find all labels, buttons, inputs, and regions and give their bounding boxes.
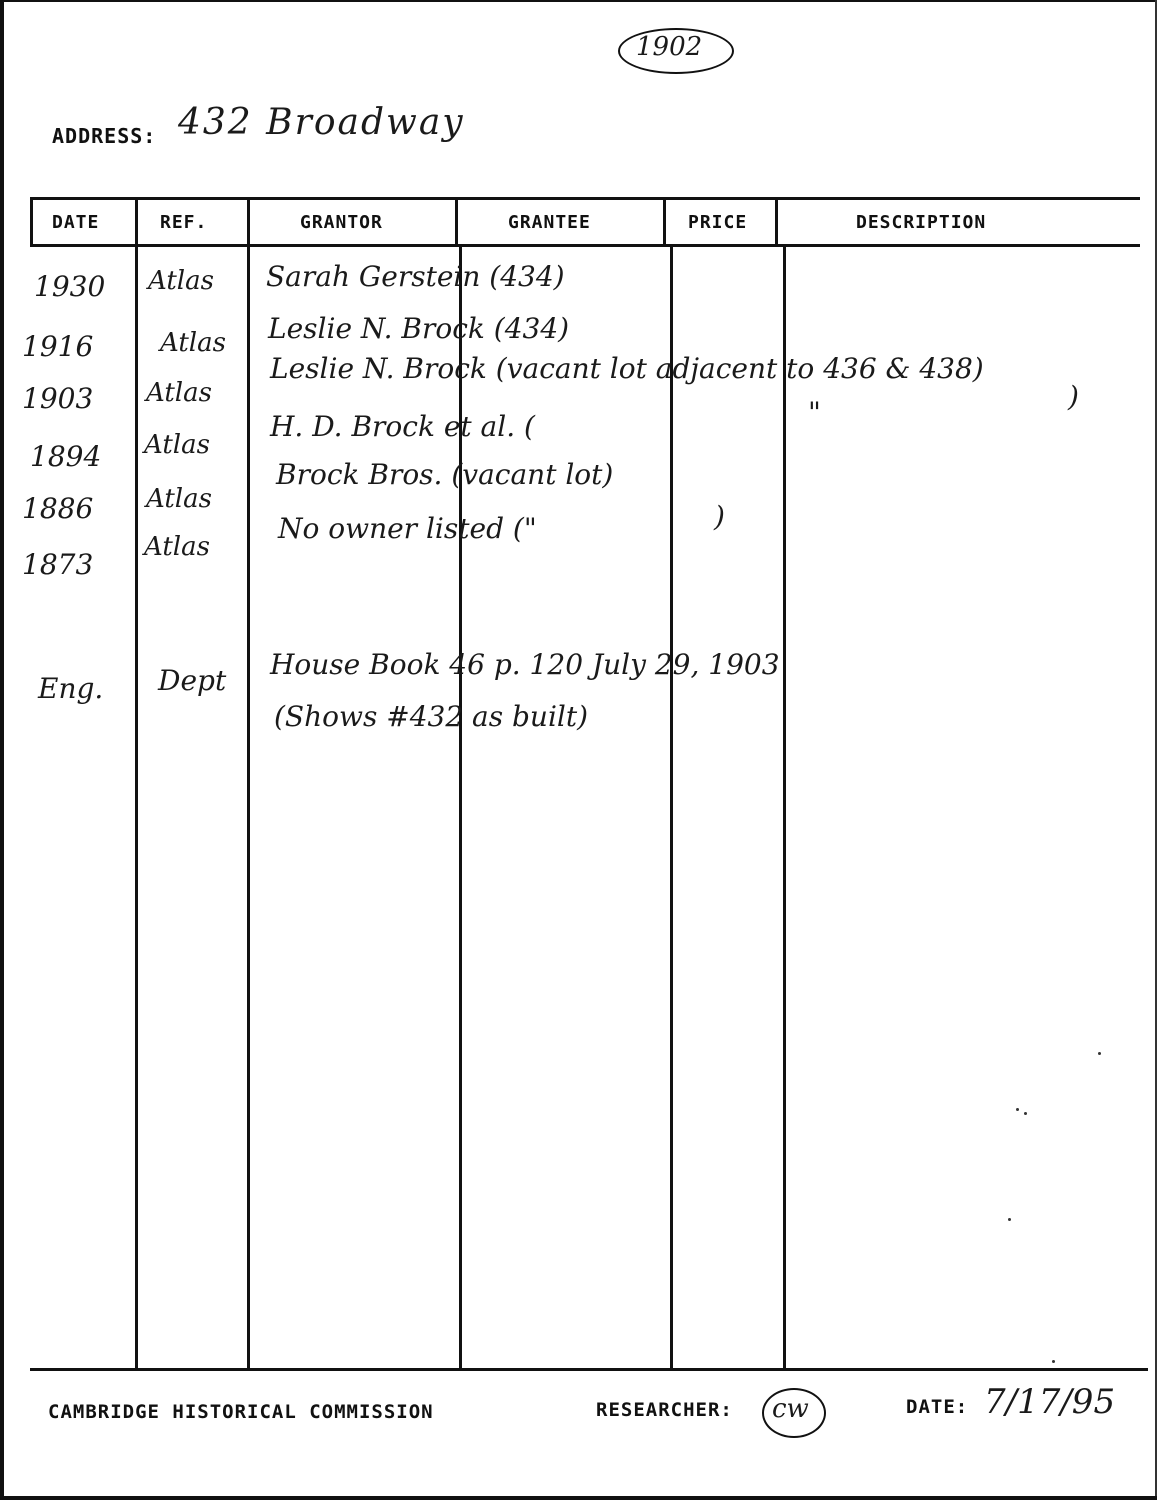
address-label: ADDRESS: <box>52 124 157 148</box>
footer-researcher-label: RESEARCHER: <box>596 1399 733 1421</box>
scan-speck <box>1024 1112 1027 1115</box>
entry-close: ) <box>714 500 725 533</box>
entry-date: 1873 <box>22 548 94 581</box>
scan-speck <box>1008 1218 1011 1221</box>
eng-entry-date: Eng. <box>38 672 104 705</box>
footer-date-label: DATE: <box>906 1396 969 1418</box>
entry-date: 1894 <box>30 440 102 473</box>
entry-ref: Atlas <box>146 484 212 514</box>
entry-date: 1930 <box>34 270 106 303</box>
scan-border-left <box>0 0 4 1500</box>
entry-ditto: " <box>808 396 821 429</box>
entry-close: ) <box>1068 380 1079 413</box>
col-header-price: PRICE <box>688 212 748 233</box>
footer-organization: CAMBRIDGE HISTORICAL COMMISSION <box>48 1401 434 1423</box>
entry-text: Brock Bros. (vacant lot) <box>276 458 614 491</box>
col-divider-grantor <box>247 200 250 1370</box>
col-divider-price <box>670 246 673 1370</box>
entry-text: No owner listed (" <box>278 512 537 545</box>
year-stamp: 1902 <box>636 32 703 62</box>
entry-ref: Atlas <box>144 532 210 562</box>
col-divider-grantee-head <box>455 200 458 246</box>
col-header-grantor: GRANTOR <box>300 212 383 233</box>
col-header-date: DATE <box>52 212 100 233</box>
col-divider-price-head <box>663 200 666 246</box>
footer-date-value: 7/17/95 <box>984 1382 1116 1422</box>
scan-speck <box>1016 1108 1019 1111</box>
table-top-rule <box>30 197 1140 200</box>
scan-border-top <box>0 0 1157 2</box>
entry-date: 1916 <box>22 330 94 363</box>
scan-speck <box>1052 1360 1055 1363</box>
entry-date: 1903 <box>22 382 94 415</box>
entry-date: 1886 <box>22 492 94 525</box>
entry-text: Sarah Gerstein (434) <box>266 260 565 293</box>
researcher-initials: cw <box>772 1394 809 1424</box>
col-divider-desc <box>783 246 786 1370</box>
col-header-description: DESCRIPTION <box>856 212 987 233</box>
entry-ref: Atlas <box>146 378 212 408</box>
scan-speck <box>1098 1052 1101 1055</box>
entry-text: H. D. Brock et al. ( <box>270 410 535 443</box>
col-header-ref: REF. <box>160 212 208 233</box>
header-bottom-rule <box>30 244 1140 247</box>
table-bottom-rule <box>30 1368 1148 1371</box>
col-divider-ref <box>135 200 138 1370</box>
address-value: 432 Broadway <box>178 102 465 143</box>
entry-ref: Atlas <box>160 328 226 358</box>
scan-border-bottom <box>0 1496 1157 1500</box>
entry-text: Leslie N. Brock (vacant lot adjacent to 436 & 438) <box>270 352 984 385</box>
entry-ref: Atlas <box>148 266 214 296</box>
eng-entry-line1: House Book 46 p. 120 July 29, 1903 <box>270 648 780 681</box>
eng-entry-ref: Dept <box>158 664 227 697</box>
col-divider-desc-head <box>775 200 778 246</box>
eng-entry-line2: (Shows #432 as built) <box>274 700 589 733</box>
col-header-grantee: GRANTEE <box>508 212 591 233</box>
col-divider-left <box>30 200 33 246</box>
entry-ref: Atlas <box>144 430 210 460</box>
entry-text: Leslie N. Brock (434) <box>268 312 570 345</box>
